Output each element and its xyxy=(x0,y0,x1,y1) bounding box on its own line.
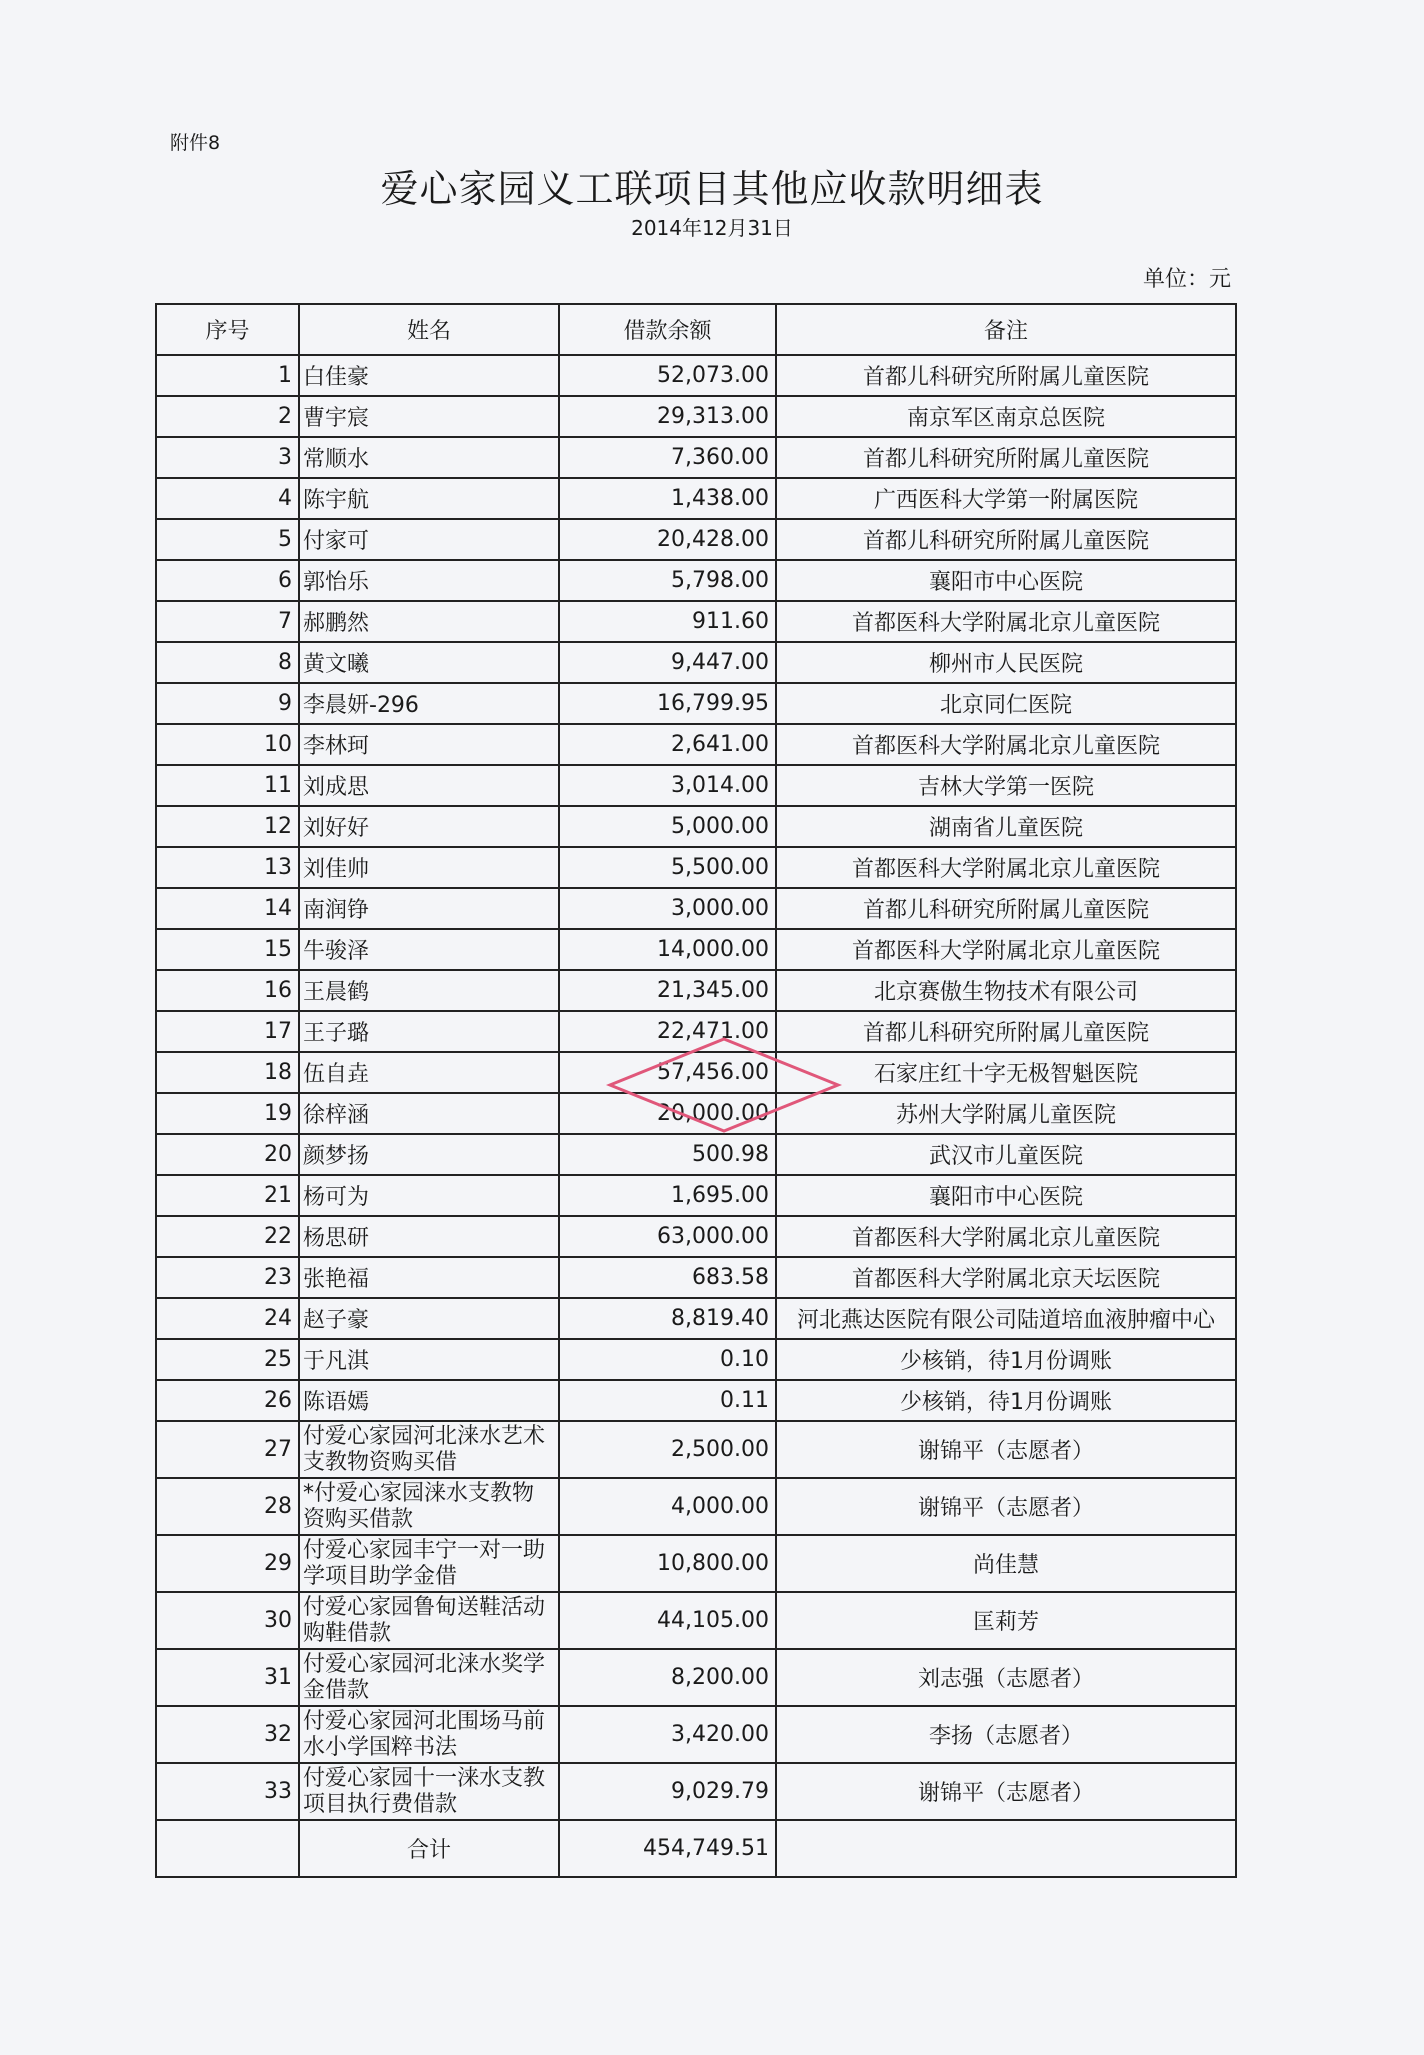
unit-label: 单位：元 xyxy=(1142,267,1231,292)
row-name-cell: 王子璐 xyxy=(299,1011,559,1052)
row-name-cell: 郝鹏然 xyxy=(299,601,559,642)
row-number-cell: 25 xyxy=(156,1339,299,1380)
row-amount-cell: 29,313.00 xyxy=(559,396,776,437)
row-name-cell: 常顺水 xyxy=(299,437,559,478)
row-amount-cell: 21,345.00 xyxy=(559,970,776,1011)
row-number-cell: 6 xyxy=(156,560,299,601)
row-note-cell: 首都医科大学附属北京儿童医院 xyxy=(776,1216,1236,1257)
row-name-cell: 刘好好 xyxy=(299,806,559,847)
table-row xyxy=(156,1592,1236,1649)
row-note-cell: 首都医科大学附属北京儿童医院 xyxy=(776,847,1236,888)
row-note-cell: 首都儿科研究所附属儿童医院 xyxy=(776,519,1236,560)
row-name-cell: *付爱心家园涞水支教物资购买借款 xyxy=(299,1478,559,1535)
row-amount-cell: 5,000.00 xyxy=(559,806,776,847)
row-name-cell: 白佳豪 xyxy=(299,355,559,396)
row-name-cell: 杨可为 xyxy=(299,1175,559,1216)
row-name-cell: 赵子豪 xyxy=(299,1298,559,1339)
table-row xyxy=(156,1298,1236,1339)
row-amount-cell: 3,420.00 xyxy=(559,1706,776,1763)
table-row xyxy=(156,355,1236,396)
row-name-cell: 付家可 xyxy=(299,519,559,560)
row-amount-cell: 683.58 xyxy=(559,1257,776,1298)
row-note-cell: 刘志强（志愿者） xyxy=(776,1649,1236,1706)
row-name-cell: 刘佳帅 xyxy=(299,847,559,888)
table-row xyxy=(156,970,1236,1011)
row-amount-cell: 14,000.00 xyxy=(559,929,776,970)
row-number-cell: 17 xyxy=(156,1011,299,1052)
row-amount-cell: 20,428.00 xyxy=(559,519,776,560)
row-number-cell: 13 xyxy=(156,847,299,888)
row-amount-cell: 57,456.00 xyxy=(559,1052,776,1093)
row-number-cell: 14 xyxy=(156,888,299,929)
column-header-amount: 借款余额 xyxy=(559,304,776,355)
table-row xyxy=(156,929,1236,970)
row-note-cell: 首都医科大学附属北京儿童医院 xyxy=(776,601,1236,642)
attachment-label: 附件8 xyxy=(170,132,221,154)
row-name-cell: 曹宇宸 xyxy=(299,396,559,437)
row-name-cell: 付爱心家园十一涞水支教项目执行费借款 xyxy=(299,1763,559,1820)
table-row xyxy=(156,642,1236,683)
row-note-cell: 河北燕达医院有限公司陆道培血液肿瘤中心 xyxy=(776,1298,1236,1339)
row-number-cell: 18 xyxy=(156,1052,299,1093)
row-name-cell: 牛骏泽 xyxy=(299,929,559,970)
row-amount-cell: 1,438.00 xyxy=(559,478,776,519)
table-header-row xyxy=(156,304,1236,355)
row-name-cell: 郭怡乐 xyxy=(299,560,559,601)
row-note-cell: 石家庄红十字无极智魁医院 xyxy=(776,1052,1236,1093)
row-note-cell: 首都儿科研究所附属儿童医院 xyxy=(776,355,1236,396)
row-amount-cell: 2,500.00 xyxy=(559,1421,776,1478)
document-title: 爱心家园义工联项目其他应收款明细表 xyxy=(380,167,1044,211)
row-number-cell: 15 xyxy=(156,929,299,970)
row-note-cell: 首都医科大学附属北京儿童医院 xyxy=(776,929,1236,970)
row-number-cell: 32 xyxy=(156,1706,299,1763)
row-amount-cell: 0.10 xyxy=(559,1339,776,1380)
row-number-cell: 30 xyxy=(156,1592,299,1649)
table-row xyxy=(156,1478,1236,1535)
table-row xyxy=(156,1649,1236,1706)
row-number-cell: 31 xyxy=(156,1649,299,1706)
row-number-cell: 26 xyxy=(156,1380,299,1421)
row-note-cell: 武汉市儿童医院 xyxy=(776,1134,1236,1175)
row-note-cell: 北京赛傲生物技术有限公司 xyxy=(776,970,1236,1011)
row-amount-cell: 44,105.00 xyxy=(559,1592,776,1649)
table-row xyxy=(156,1093,1236,1134)
row-note-cell: 北京同仁医院 xyxy=(776,683,1236,724)
row-number-cell: 2 xyxy=(156,396,299,437)
row-amount-cell: 4,000.00 xyxy=(559,1478,776,1535)
row-amount-cell: 5,500.00 xyxy=(559,847,776,888)
row-note-cell: 少核销，待1月份调账 xyxy=(776,1380,1236,1421)
column-header-note: 备注 xyxy=(776,304,1236,355)
table-row xyxy=(156,1339,1236,1380)
table-row xyxy=(156,888,1236,929)
row-note-cell: 李扬（志愿者） xyxy=(776,1706,1236,1763)
table-row xyxy=(156,601,1236,642)
table-row xyxy=(156,1175,1236,1216)
row-amount-cell: 22,471.00 xyxy=(559,1011,776,1052)
row-name-cell: 李林珂 xyxy=(299,724,559,765)
row-number-cell: 16 xyxy=(156,970,299,1011)
table-row xyxy=(156,1134,1236,1175)
row-number-cell: 8 xyxy=(156,642,299,683)
row-name-cell: 付爱心家园丰宁一对一助学项目助学金借 xyxy=(299,1535,559,1592)
row-note-cell: 首都儿科研究所附属儿童医院 xyxy=(776,437,1236,478)
row-number-cell: 9 xyxy=(156,683,299,724)
row-note-cell: 首都儿科研究所附属儿童医院 xyxy=(776,888,1236,929)
table-row xyxy=(156,1706,1236,1763)
table-row xyxy=(156,560,1236,601)
row-note-cell: 首都医科大学附属北京天坛医院 xyxy=(776,1257,1236,1298)
table-row xyxy=(156,1216,1236,1257)
row-name-cell: 付爱心家园河北涞水奖学金借款 xyxy=(299,1649,559,1706)
column-header-no: 序号 xyxy=(156,304,299,355)
total-label: 合计 xyxy=(299,1820,559,1877)
row-number-cell: 3 xyxy=(156,437,299,478)
row-note-cell: 匡莉芳 xyxy=(776,1592,1236,1649)
row-number-cell: 20 xyxy=(156,1134,299,1175)
row-name-cell: 徐梓涵 xyxy=(299,1093,559,1134)
row-amount-cell: 911.60 xyxy=(559,601,776,642)
row-amount-cell: 63,000.00 xyxy=(559,1216,776,1257)
table-row xyxy=(156,478,1236,519)
table-row xyxy=(156,1535,1236,1592)
table-row xyxy=(156,1380,1236,1421)
total-no-cell xyxy=(156,1820,299,1877)
row-note-cell: 少核销，待1月份调账 xyxy=(776,1339,1236,1380)
row-amount-cell: 8,200.00 xyxy=(559,1649,776,1706)
row-name-cell: 王晨鹤 xyxy=(299,970,559,1011)
column-header-name: 姓名 xyxy=(299,304,559,355)
row-name-cell: 刘成思 xyxy=(299,765,559,806)
row-amount-cell: 5,798.00 xyxy=(559,560,776,601)
row-amount-cell: 2,641.00 xyxy=(559,724,776,765)
total-amount: 454,749.51 xyxy=(559,1820,776,1877)
row-amount-cell: 10,800.00 xyxy=(559,1535,776,1592)
row-number-cell: 27 xyxy=(156,1421,299,1478)
row-number-cell: 19 xyxy=(156,1093,299,1134)
table-row xyxy=(156,1257,1236,1298)
row-name-cell: 杨思研 xyxy=(299,1216,559,1257)
row-note-cell: 谢锦平（志愿者） xyxy=(776,1478,1236,1535)
row-note-cell: 谢锦平（志愿者） xyxy=(776,1763,1236,1820)
row-number-cell: 1 xyxy=(156,355,299,396)
row-note-cell: 柳州市人民医院 xyxy=(776,642,1236,683)
row-amount-cell: 52,073.00 xyxy=(559,355,776,396)
row-name-cell: 伍自垚 xyxy=(299,1052,559,1093)
row-number-cell: 22 xyxy=(156,1216,299,1257)
row-amount-cell: 9,447.00 xyxy=(559,642,776,683)
row-amount-cell: 3,000.00 xyxy=(559,888,776,929)
row-number-cell: 24 xyxy=(156,1298,299,1339)
row-amount-cell: 500.98 xyxy=(559,1134,776,1175)
total-note-cell xyxy=(776,1820,1236,1877)
table-row xyxy=(156,1763,1236,1820)
row-name-cell: 张艳福 xyxy=(299,1257,559,1298)
table-row xyxy=(156,437,1236,478)
row-name-cell: 于凡淇 xyxy=(299,1339,559,1380)
row-number-cell: 28 xyxy=(156,1478,299,1535)
row-note-cell: 襄阳市中心医院 xyxy=(776,560,1236,601)
row-amount-cell: 7,360.00 xyxy=(559,437,776,478)
row-number-cell: 10 xyxy=(156,724,299,765)
row-name-cell: 颜梦扬 xyxy=(299,1134,559,1175)
row-name-cell: 李晨妍-296 xyxy=(299,683,559,724)
row-note-cell: 谢锦平（志愿者） xyxy=(776,1421,1236,1478)
row-name-cell: 南润铮 xyxy=(299,888,559,929)
table-row xyxy=(156,724,1236,765)
row-number-cell: 4 xyxy=(156,478,299,519)
row-name-cell: 付爱心家园河北涞水艺术支教物资购买借 xyxy=(299,1421,559,1478)
row-note-cell: 吉林大学第一医院 xyxy=(776,765,1236,806)
table-row xyxy=(156,1421,1236,1478)
row-note-cell: 南京军区南京总医院 xyxy=(776,396,1236,437)
row-note-cell: 襄阳市中心医院 xyxy=(776,1175,1236,1216)
receivables-table xyxy=(155,303,1237,1878)
row-amount-cell: 20,000.00 xyxy=(559,1093,776,1134)
row-amount-cell: 1,695.00 xyxy=(559,1175,776,1216)
row-note-cell: 首都儿科研究所附属儿童医院 xyxy=(776,1011,1236,1052)
row-note-cell: 苏州大学附属儿童医院 xyxy=(776,1093,1236,1134)
row-amount-cell: 9,029.79 xyxy=(559,1763,776,1820)
table-row xyxy=(156,396,1236,437)
table-body xyxy=(156,355,1236,1820)
row-name-cell: 陈语嫣 xyxy=(299,1380,559,1421)
row-amount-cell: 3,014.00 xyxy=(559,765,776,806)
row-name-cell: 付爱心家园河北围场马前水小学国粹书法 xyxy=(299,1706,559,1763)
row-name-cell: 陈宇航 xyxy=(299,478,559,519)
row-note-cell: 首都医科大学附属北京儿童医院 xyxy=(776,724,1236,765)
row-number-cell: 23 xyxy=(156,1257,299,1298)
row-number-cell: 29 xyxy=(156,1535,299,1592)
table-row xyxy=(156,1052,1236,1093)
total-row xyxy=(156,1820,1236,1877)
row-number-cell: 7 xyxy=(156,601,299,642)
row-name-cell: 付爱心家园鲁甸送鞋活动购鞋借款 xyxy=(299,1592,559,1649)
table-row xyxy=(156,806,1236,847)
document-date: 2014年12月31日 xyxy=(631,216,793,240)
row-number-cell: 11 xyxy=(156,765,299,806)
row-amount-cell: 8,819.40 xyxy=(559,1298,776,1339)
row-note-cell: 广西医科大学第一附属医院 xyxy=(776,478,1236,519)
table-row xyxy=(156,1011,1236,1052)
row-number-cell: 5 xyxy=(156,519,299,560)
row-note-cell: 湖南省儿童医院 xyxy=(776,806,1236,847)
row-amount-cell: 0.11 xyxy=(559,1380,776,1421)
table-row xyxy=(156,847,1236,888)
row-name-cell: 黄文曦 xyxy=(299,642,559,683)
row-number-cell: 33 xyxy=(156,1763,299,1820)
row-number-cell: 12 xyxy=(156,806,299,847)
table-row xyxy=(156,519,1236,560)
table-row xyxy=(156,683,1236,724)
row-amount-cell: 16,799.95 xyxy=(559,683,776,724)
row-number-cell: 21 xyxy=(156,1175,299,1216)
row-note-cell: 尚佳慧 xyxy=(776,1535,1236,1592)
table-row xyxy=(156,765,1236,806)
